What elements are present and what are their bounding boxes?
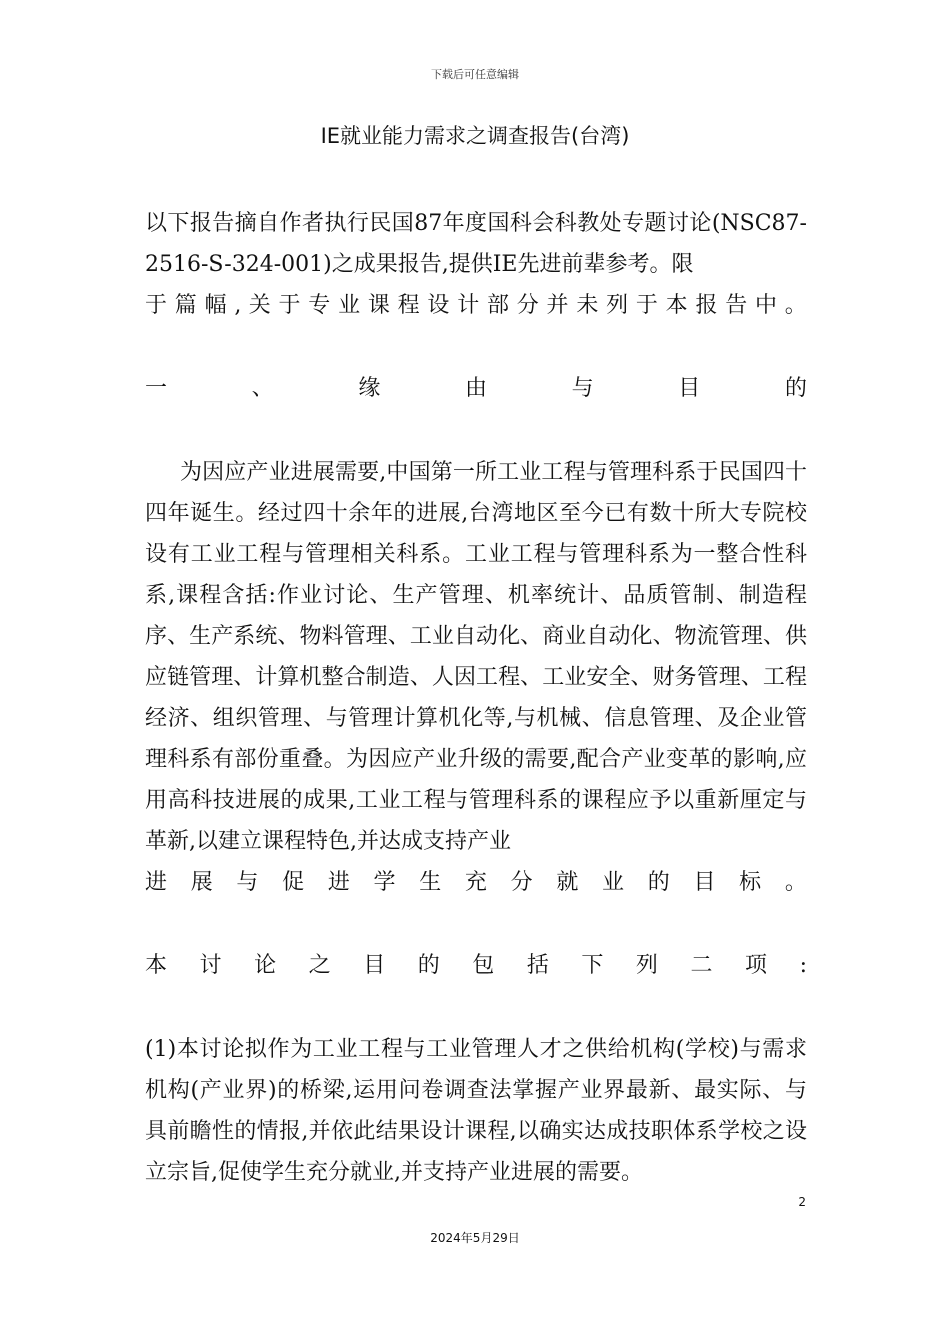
footer-date: 2024年5月29日: [430, 1231, 520, 1245]
section-heading-block: [145, 368, 807, 409]
paragraph-background: [145, 452, 807, 903]
purpose-block: [145, 945, 807, 986]
page-number: 2: [798, 1195, 806, 1209]
intro-paragraph: [145, 203, 807, 326]
section-heading: 一 、 缘 由 与 目 的: [145, 376, 807, 401]
purpose-item-1: [145, 1029, 807, 1193]
header-note: 下载后可任意编辑: [431, 68, 519, 81]
intro-last-line: 于 篇 幅 , 关 于 专 业 课 程 设 计 部 分 并 未 列 于 本 报 告 中 。: [145, 293, 807, 318]
document-title: IE就业能力需求之调查报告(台湾): [320, 124, 630, 148]
purpose-line: 本 讨 论 之 目 的 包 括 下 列 二 项 :: [145, 953, 807, 978]
background-last-line: 进 展 与 促 进 学 生 充 分 就 业 的 目 标 。: [145, 870, 807, 895]
purpose-item-1-text: (1)本讨论拟作为工业工程与工业管理人才之供给机构(学校)与需求机构(产业界)的桥梁,运用问卷调查法掌握产业界最新、最实际、与具前瞻性的情报,并依此结果设计课程,以确实达成技职体系学校之设立宗旨,促使学生充分就业,并支持产业进展的需要。: [145, 1037, 807, 1185]
background-text: 为因应产业进展需要,中国第一所工业工程与管理科系于民国四十四年诞生。经过四十余年的进展,台湾地区至今已有数十所大专院校设有工业工程与管理相关科系。工业工程与管理科系为一整合性科系,课程含括:作业讨论、生产管理、机率统计、品质管制、制造程序、生产系统、物料管理、工业自动化、商业自动化、物流管理、供应链管理、计算机整合制造、人因工程、工业安全、财务管理、工程经济、组织管理、与管理计算机化等,与机械、信息管理、及企业管理科系有部份重叠。为因应产业升级的需要,配合产业变革的影响,应用高科技进展的成果,工业工程与管理科系的课程应予以重新厘定与革新,以建立课程特色,并达成支持产业: [145, 460, 807, 854]
intro-text: 以下报告摘自作者执行民国87年度国科会科教处专题讨论(NSC87-2516-S-324-001)之成果报告,提供IE先进前辈参考。限: [145, 211, 807, 277]
